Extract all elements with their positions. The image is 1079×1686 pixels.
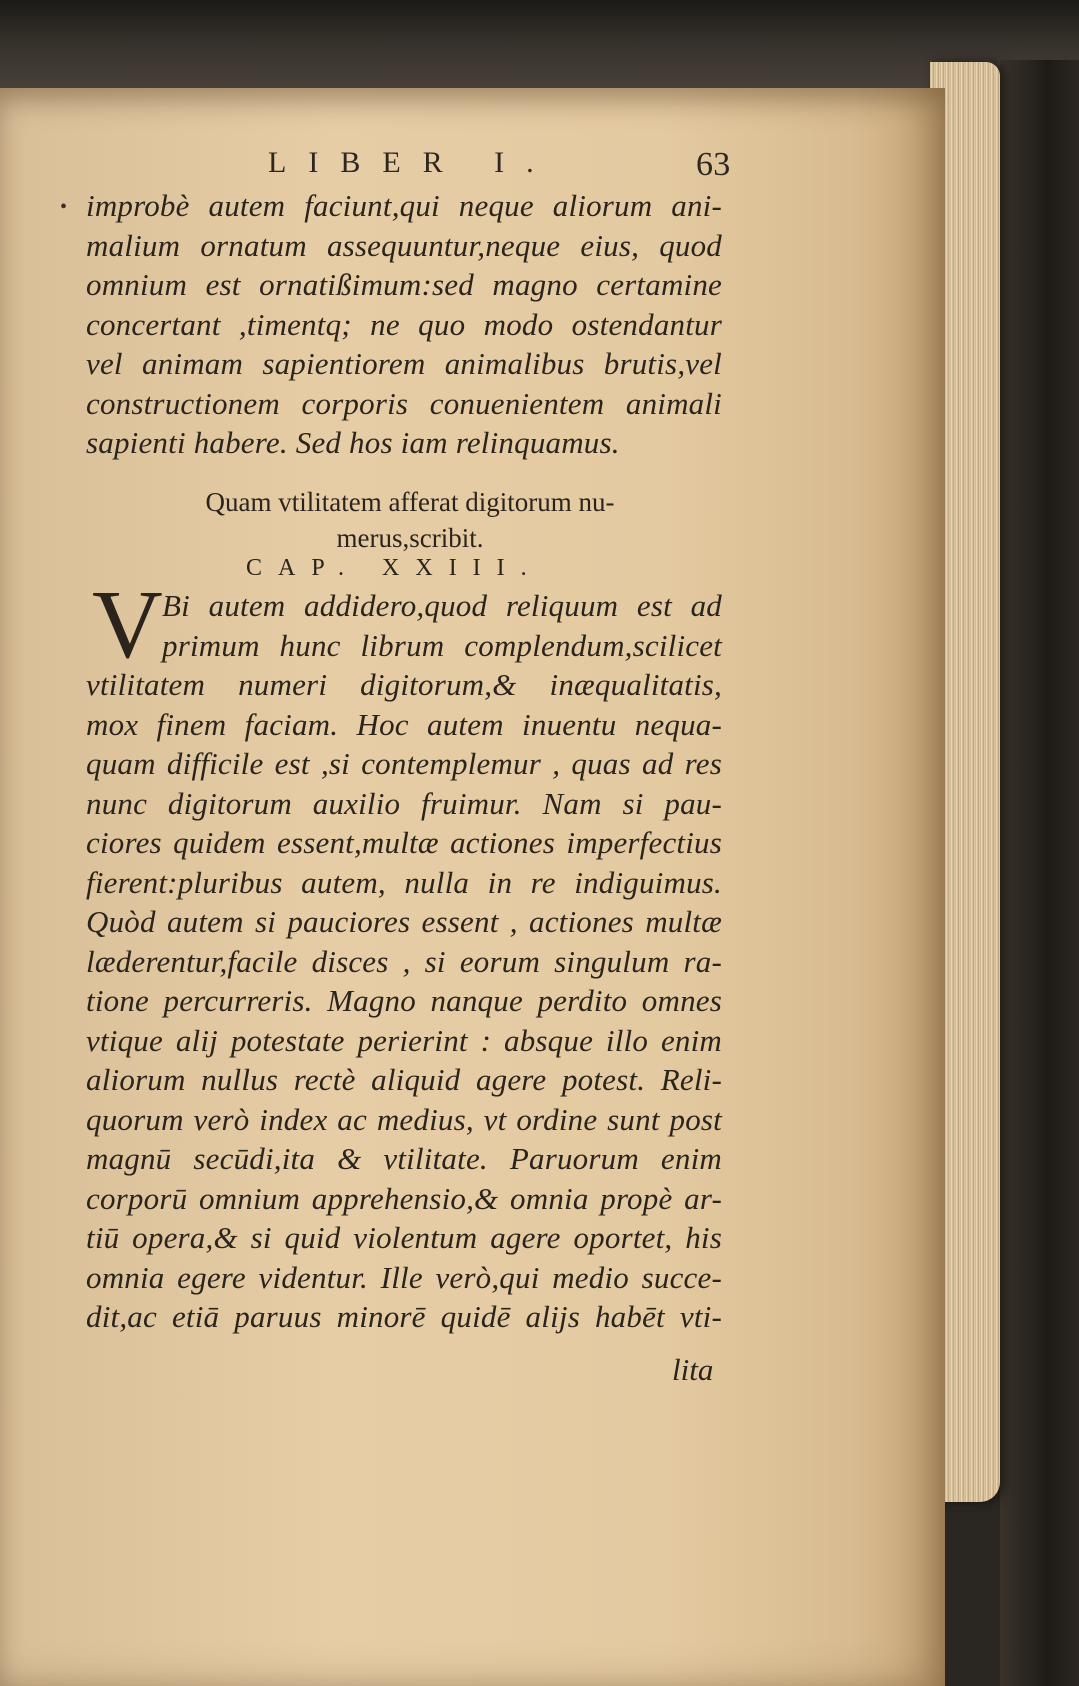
- book-cover-edge: [1000, 60, 1079, 1686]
- text-line: vtilitatem numeri digitorum,& inæqualitatis,: [86, 667, 722, 702]
- chapter-summary-line: Quam vtilitatem afferat digitorum nu-: [205, 487, 615, 517]
- text-line: sapienti habere. Sed hos iam relinquamus.: [86, 425, 620, 460]
- paragraph-2: [86, 586, 722, 1337]
- text-line: quam difficile est ,si contemplemur , quas ad res: [86, 746, 722, 781]
- paragraph-1: [86, 186, 722, 463]
- text-line: malium ornatum assequuntur,neque eius, quod: [86, 227, 722, 263]
- chapter-summary: [150, 484, 670, 556]
- text-line: dit,ac etiā paruus minorē quidē alijs habēt vti-: [86, 1299, 722, 1334]
- drop-cap: V: [92, 571, 163, 679]
- text-line: improbè autem faciunt,qui neque aliorum ani-: [86, 188, 722, 223]
- text-line: concertant ,timentq; ne quo modo ostendantur: [86, 306, 722, 342]
- text-line: ciores quidem essent,multæ actiones imperfectius: [86, 825, 722, 860]
- scan-background-top: [0, 0, 1079, 95]
- text-line: primum hunc librum complendum,scilicet: [162, 627, 722, 663]
- text-line: quorum verò index ac medius, vt ordine sunt post: [86, 1101, 722, 1137]
- text-line: Bi autem addidero,quod reliquum est ad: [162, 588, 722, 623]
- text-line: mox finem faciam. Hoc autem inuentu nequa-: [86, 706, 722, 742]
- text-line: tiū opera,& si quid violentum agere oportet, his: [86, 1220, 722, 1255]
- text-line: vtique alij potestate perierint : absque illo enim: [86, 1022, 722, 1058]
- text-line: constructionem corporis conuenientem animali: [86, 385, 722, 421]
- text-line: corporū omnium apprehensio,& omnia propè ar-: [86, 1180, 722, 1216]
- text-line: fierent:pluribus autem, nulla in re indiguimus.: [86, 864, 722, 900]
- catchword: lita: [672, 1352, 714, 1387]
- text-line: vel animam sapientiorem animalibus brutis,vel: [86, 346, 722, 381]
- text-line: læderentur,facile disces , si eorum singulum ra-: [86, 943, 722, 979]
- text-line: aliorum nullus rectè aliquid agere potest. Reli-: [86, 1062, 722, 1097]
- page-number: 63: [696, 146, 731, 183]
- text-line: tione percurreris. Magno nanque perdito omnes: [86, 983, 722, 1018]
- chapter-number: CAP. XXIII.: [246, 555, 543, 581]
- text-line: nunc digitorum auxilio fruimur. Nam si pau-: [86, 785, 722, 821]
- text-line: omnium est ornatißimum:sed magno certamine: [86, 267, 722, 302]
- running-header: LIBER I.: [268, 146, 556, 179]
- text-line: magnū secūdi,ita & vtilitate. Paruorum enim: [86, 1141, 722, 1176]
- text-line: Quòd autem si pauciores essent , actiones multæ: [86, 904, 722, 939]
- margin-mark: •: [60, 196, 68, 218]
- text-line: omnia egere videntur. Ille verò,qui medio succe-: [86, 1259, 722, 1295]
- chapter-summary-line: merus,scribit.: [336, 523, 484, 553]
